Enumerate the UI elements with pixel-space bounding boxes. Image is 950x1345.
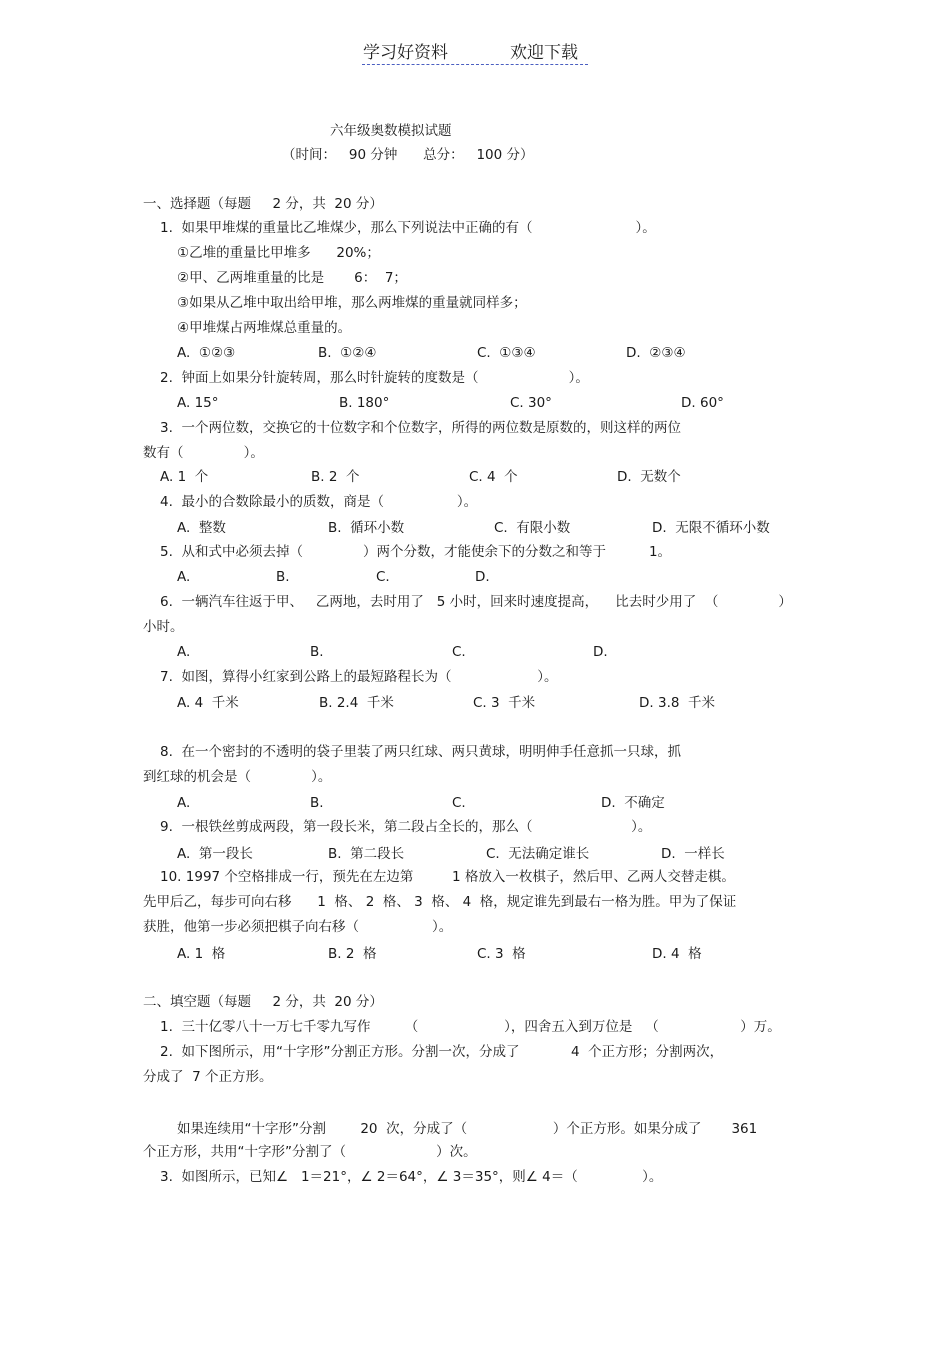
option-text: A. 1 个 [160, 469, 209, 485]
option-text: B. 第二段长 [328, 846, 405, 862]
option-text: C. 4 个 [469, 469, 518, 485]
question-text: 3. 一个两位数，交换它的十位数字和个位数字，所得的两位数是原数的，则这样的两位 [160, 420, 681, 436]
question-text: 2. 钟面上如果分针旋转周，那么时针旋转的度数是（ ）。 [160, 370, 589, 386]
option-text: C. [452, 795, 466, 811]
question-text: 分成了 7 个正方形。 [143, 1069, 273, 1085]
option-text: A. 第一段长 [177, 846, 253, 862]
question-text: 10. 1997 个空格排成一行，预先在左边第 1 格放入一枚棋子，然后甲、乙两人交替走棋。 [160, 869, 735, 885]
option-text: D. 一样长 [661, 846, 725, 862]
page-title: 六年级奥数模拟试题 [330, 123, 452, 139]
option-text: D. 60° [681, 395, 724, 411]
option-text: A. 整数 [177, 520, 226, 536]
option-text: C. [376, 569, 390, 585]
option-text: C. [452, 644, 466, 660]
option-text: B. 180° [339, 395, 390, 411]
option-text: D. 无限不循环小数 [652, 520, 770, 536]
option-text: C. 3 格 [477, 946, 526, 962]
option-text: C. ①③④ [477, 345, 536, 361]
option-text: C. 3 千米 [473, 695, 536, 711]
option-text: C. 无法确定谁长 [486, 846, 590, 862]
option-text: B. ①②④ [318, 345, 377, 361]
option-text: B. 2 格 [328, 946, 377, 962]
option-text: B. [276, 569, 290, 585]
section-heading: 二、填空题（每题 2 分，共 20 分） [143, 994, 383, 1010]
option-text: A. [177, 795, 191, 811]
option-text: A. 1 格 [177, 946, 226, 962]
question-text: 数有（ ）。 [143, 445, 264, 461]
statement-text: ②甲、乙两堆重量的比是 6： 7； [177, 270, 407, 286]
option-text: A. 4 千米 [177, 695, 239, 711]
question-text: 3. 如图所示，已知∠ 1＝21°，∠ 2＝64°，∠ 3＝35°，则∠ 4＝（ ）。 [160, 1169, 663, 1185]
question-text: 2. 如下图所示，用“十字形”分割正方形。分割一次，分成了 4 个正方形；分割两次， [160, 1044, 724, 1060]
question-text: 先甲后乙，每步可向右移 1 格、 2 格、 3 格、 4 格，规定谁先到最右一格为胜。甲为了保证 [143, 894, 737, 910]
option-text: C. 有限小数 [494, 520, 571, 536]
question-text: 如果连续用“十字形”分割 20 次，分成了（ ）个正方形。如果分成了 361 [177, 1121, 758, 1137]
question-text: 1. 三十亿零八十一万七千零九写作 （ ），四舍五入到万位是 （ ）万。 [160, 1019, 781, 1035]
option-text: D. 3.8 千米 [639, 695, 716, 711]
option-text: A. 15° [177, 395, 219, 411]
option-text: D. 不确定 [601, 795, 665, 811]
statement-text: ①乙堆的重量比甲堆多 20%； [177, 245, 380, 261]
header-left-text: 学习好资料 [363, 43, 448, 63]
question-text: 获胜，他第一步必须把棋子向右移（ ）。 [143, 919, 453, 935]
option-text: D. [593, 644, 608, 660]
option-text: D. [475, 569, 490, 585]
option-text: A. ①②③ [177, 345, 236, 361]
option-text: A. [177, 569, 191, 585]
option-text: B. 循环小数 [328, 520, 405, 536]
question-text: 1. 如果甲堆煤的重量比乙堆煤少，那么下列说法中正确的有（ ）。 [160, 220, 656, 236]
header-underline [362, 64, 588, 65]
option-text: A. [177, 644, 191, 660]
option-text: B. 2 个 [311, 469, 360, 485]
option-text: B. [310, 795, 324, 811]
page-subtitle: （时间： 90 分钟 总分： 100 分） [282, 147, 534, 163]
option-text: D. 4 格 [652, 946, 702, 962]
option-text: D. ②③④ [626, 345, 686, 361]
statement-text: ④甲堆煤占两堆煤总重量的。 [177, 320, 352, 336]
header-right-text: 欢迎下载 [510, 43, 578, 63]
option-text: B. 2.4 千米 [319, 695, 394, 711]
option-text: C. 30° [510, 395, 552, 411]
question-text: 8. 在一个密封的不透明的袋子里装了两只红球、两只黄球，明明伸手任意抓一只球，抓 [160, 744, 681, 760]
question-text: 5. 从和式中必须去掉（ ）两个分数，才能使余下的分数之和等于 1。 [160, 544, 672, 560]
question-text: 个正方形，共用“十字形”分割了（ ）次。 [143, 1144, 477, 1160]
question-text: 到红球的机会是（ ）。 [143, 769, 332, 785]
question-text: 小时。 [143, 619, 184, 635]
question-text: 4. 最小的合数除最小的质数，商是（ ）。 [160, 494, 478, 510]
statement-text: ③如果从乙堆中取出给甲堆，那么两堆煤的重量就同样多； [177, 295, 527, 311]
question-text: 7. 如图，算得小红家到公路上的最短路程长为（ ）。 [160, 669, 558, 685]
section-heading: 一、选择题（每题 2 分，共 20 分） [143, 196, 383, 212]
option-text: D. 无数个 [617, 469, 681, 485]
option-text: B. [310, 644, 324, 660]
question-text: 9. 一根铁丝剪成两段，第一段长米，第二段占全长的，那么（ ）。 [160, 819, 652, 835]
question-text: 6. 一辆汽车往返于甲、 乙两地，去时用了 5 小时，回来时速度提高， 比去时少用了 （ ） [160, 594, 792, 610]
